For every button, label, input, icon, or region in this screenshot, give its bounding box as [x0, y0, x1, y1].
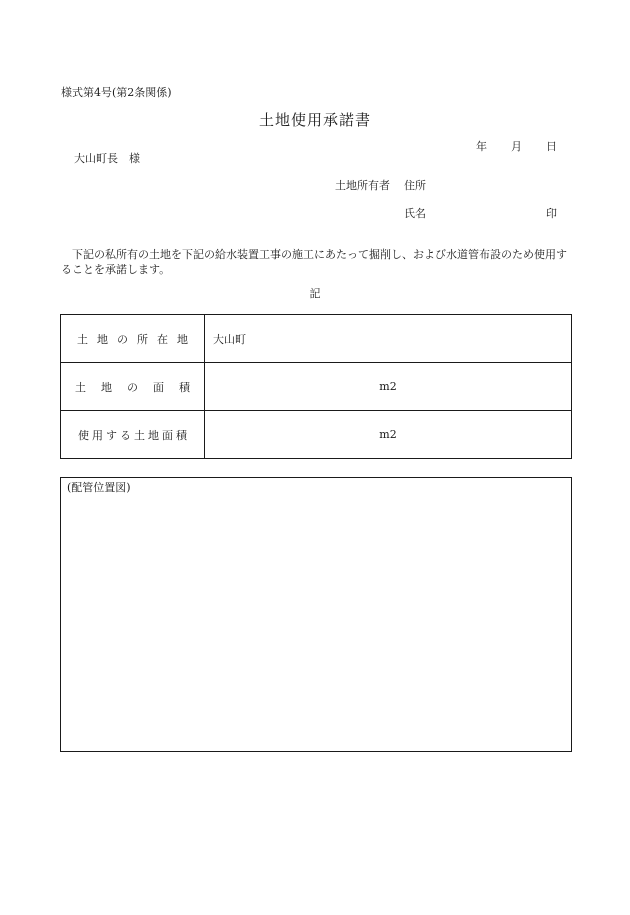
- piping-location-map-box: [60, 477, 572, 752]
- land-info-table: [60, 314, 572, 459]
- used-area-label-cell: [61, 411, 205, 459]
- table-row-used-area: [61, 411, 572, 459]
- used-area-label: 使用する土地面積: [78, 428, 190, 442]
- used-area-value-cell: [205, 411, 572, 459]
- area-label-cell: [61, 363, 205, 411]
- ki-label: 記: [309, 287, 321, 300]
- location-label-cell: [61, 315, 205, 363]
- form-number: 様式第4号(第2条関係): [61, 86, 172, 99]
- used-area-unit: m2: [379, 428, 397, 441]
- owner-address-label: 住所: [404, 179, 426, 192]
- area-unit: m2: [379, 380, 397, 393]
- document-title: 土地使用承諾書: [258, 111, 371, 129]
- date-year-label: 年: [476, 140, 487, 153]
- date-day-label: 日: [546, 140, 557, 153]
- date-month-label: 月: [511, 140, 522, 153]
- table-row-area: [61, 363, 572, 411]
- map-box-label: (配管位置図): [67, 481, 131, 494]
- location-label: 土地の所在地: [77, 332, 197, 346]
- area-value-cell: [205, 363, 572, 411]
- seal-label: 印: [546, 207, 557, 220]
- owner-role-label: 土地所有者: [335, 179, 390, 192]
- location-value: 大山町: [213, 332, 246, 346]
- location-value-cell: [205, 315, 572, 363]
- area-label: 土地の面積: [75, 380, 205, 394]
- addressee: 大山町長 様: [74, 152, 140, 165]
- consent-statement: 下記の私所有の土地を下記の給水装置工事の施工にあたって掘削し、および水道管布設のため使用することを承諾します。: [61, 248, 567, 276]
- owner-name-label: 氏名: [404, 207, 426, 220]
- table-row-location: [61, 315, 572, 363]
